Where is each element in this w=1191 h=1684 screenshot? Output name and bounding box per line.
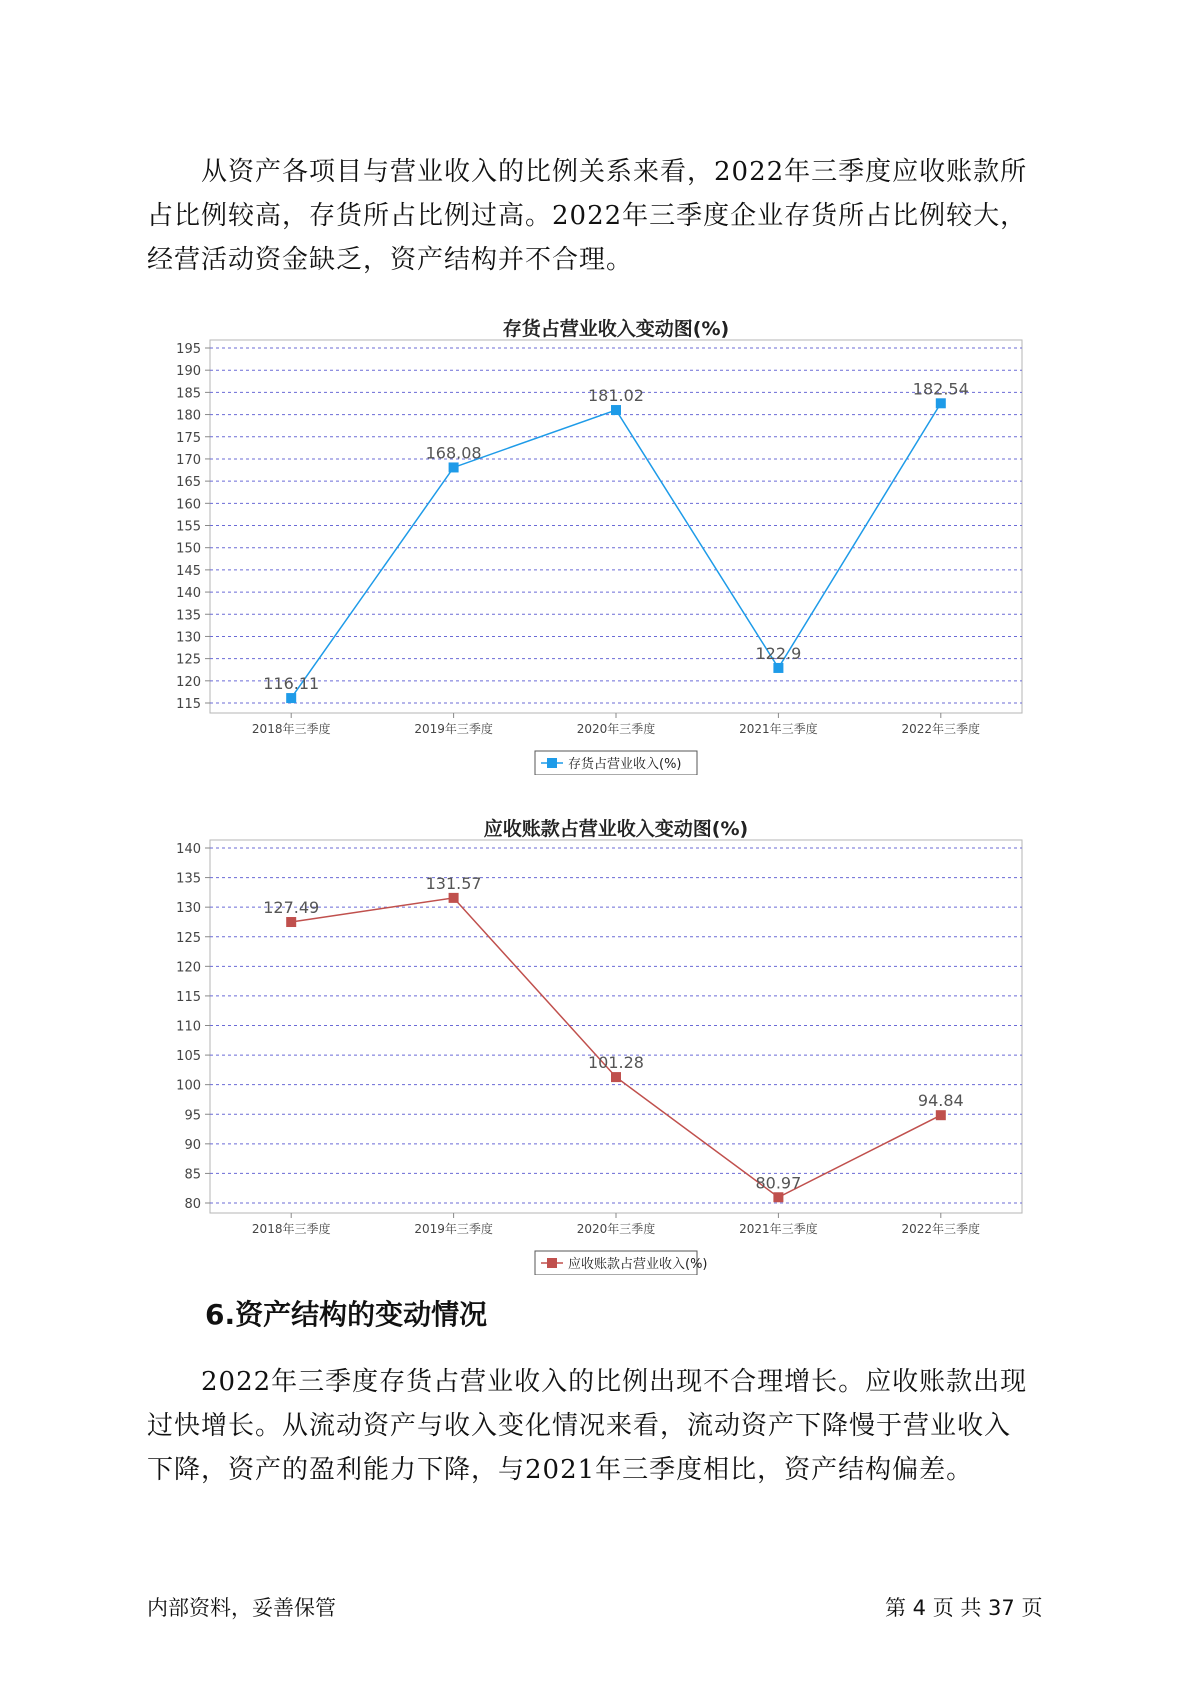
x-tick-label: 2021年三季度 [739,1222,818,1236]
y-tick-label: 130 [176,901,201,917]
y-tick-label: 195 [176,342,201,357]
y-tick-label: 115 [176,697,201,712]
chart-title: 应收账款占营业收入变动图(%) [483,818,749,840]
closing-line: 下降，资产的盈利能力下降，与2021年三季度相比，资产结构偏差。 [147,1455,974,1485]
data-point [449,462,459,472]
y-tick-label: 155 [176,519,201,535]
closing-paragraph [147,1360,1047,1492]
data-point [449,893,459,903]
y-tick-label: 85 [184,1167,201,1183]
x-tick-label: 2020年三季度 [576,1222,656,1236]
y-tick-label: 105 [176,1049,201,1065]
data-point [611,1072,621,1082]
y-tick-label: 135 [176,871,201,887]
data-point [936,398,946,408]
y-tick-label: 130 [176,630,201,646]
receivables-ratio-chart [0,815,1191,1275]
data-label: 116.11 [263,674,320,694]
y-tick-label: 120 [176,960,201,976]
x-tick-label: 2019年三季度 [414,722,493,736]
y-tick-label: 110 [176,1019,201,1035]
y-tick-label: 180 [176,408,201,424]
y-tick-label: 185 [176,386,201,402]
y-tick-label: 170 [176,452,201,468]
data-label: 80.97 [755,1173,802,1193]
y-tick-label: 90 [184,1137,201,1153]
data-point [286,917,296,927]
y-tick-label: 125 [176,930,201,946]
intro-paragraph [147,150,1047,282]
x-tick-label: 2018年三季度 [251,1222,331,1236]
footer-page-number: 第 4 页 共 37 页 [885,1596,1043,1620]
y-tick-label: 135 [176,608,201,624]
series-line [291,403,941,698]
y-tick-label: 175 [176,430,201,446]
y-tick-label: 125 [176,652,201,668]
intro-line: 从资产各项目与营业收入的比例关系来看，2022年三季度应收账款所 [201,157,1028,187]
legend-marker [547,758,557,768]
data-point [773,1192,783,1202]
data-label: 101.28 [588,1053,644,1073]
inventory-ratio-chart [0,315,1191,775]
x-tick-label: 2022年三季度 [901,1222,981,1236]
data-point [773,663,783,673]
x-tick-label: 2021年三季度 [739,722,818,736]
data-label: 131.57 [425,873,482,893]
section-heading: 6.资产结构的变动情况 [205,1298,488,1331]
y-tick-label: 100 [176,1078,201,1094]
y-tick-label: 145 [176,563,201,579]
y-tick-label: 95 [184,1108,201,1124]
closing-line: 2022年三季度存货占营业收入的比例出现不合理增长。应收账款出现 [201,1367,1028,1397]
footer-left: 内部资料，妥善保管 [147,1596,336,1620]
intro-line: 经营活动资金缺乏，资产结构并不合理。 [147,245,634,275]
legend-label: 应收账款占营业收入(%) [568,1257,708,1272]
series-line [291,898,941,1197]
y-tick-label: 120 [176,674,201,690]
x-tick-label: 2020年三季度 [576,722,656,736]
data-point [286,693,296,703]
y-tick-label: 80 [184,1197,201,1212]
y-tick-label: 140 [176,586,201,602]
plot-frame [210,840,1022,1213]
data-point [611,405,621,415]
y-tick-label: 190 [176,364,201,380]
y-tick-label: 160 [176,497,201,513]
y-tick-label: 140 [176,842,201,857]
y-tick-label: 115 [176,989,201,1005]
x-tick-label: 2018年三季度 [251,722,331,736]
data-label: 182.54 [912,379,969,399]
y-tick-label: 150 [176,541,201,557]
data-label: 122.9 [755,643,802,663]
x-tick-label: 2019年三季度 [414,1222,493,1236]
data-label: 94.84 [917,1091,964,1111]
intro-line: 占比例较高，存货所占比例过高。2022年三季度企业存货所占比例较大， [147,201,1028,231]
closing-line: 过快增长。从流动资产与收入变化情况来看，流动资产下降慢于营业收入 [147,1411,1012,1441]
data-label: 181.02 [588,386,644,406]
data-point [936,1110,946,1120]
data-label: 168.08 [425,443,482,463]
y-tick-label: 165 [176,475,201,491]
x-tick-label: 2022年三季度 [901,722,981,736]
legend-marker [547,1258,557,1268]
data-label: 127.49 [263,898,320,918]
chart-title: 存货占营业收入变动图(%) [502,318,730,340]
legend-label: 存货占营业收入(%) [568,757,682,772]
